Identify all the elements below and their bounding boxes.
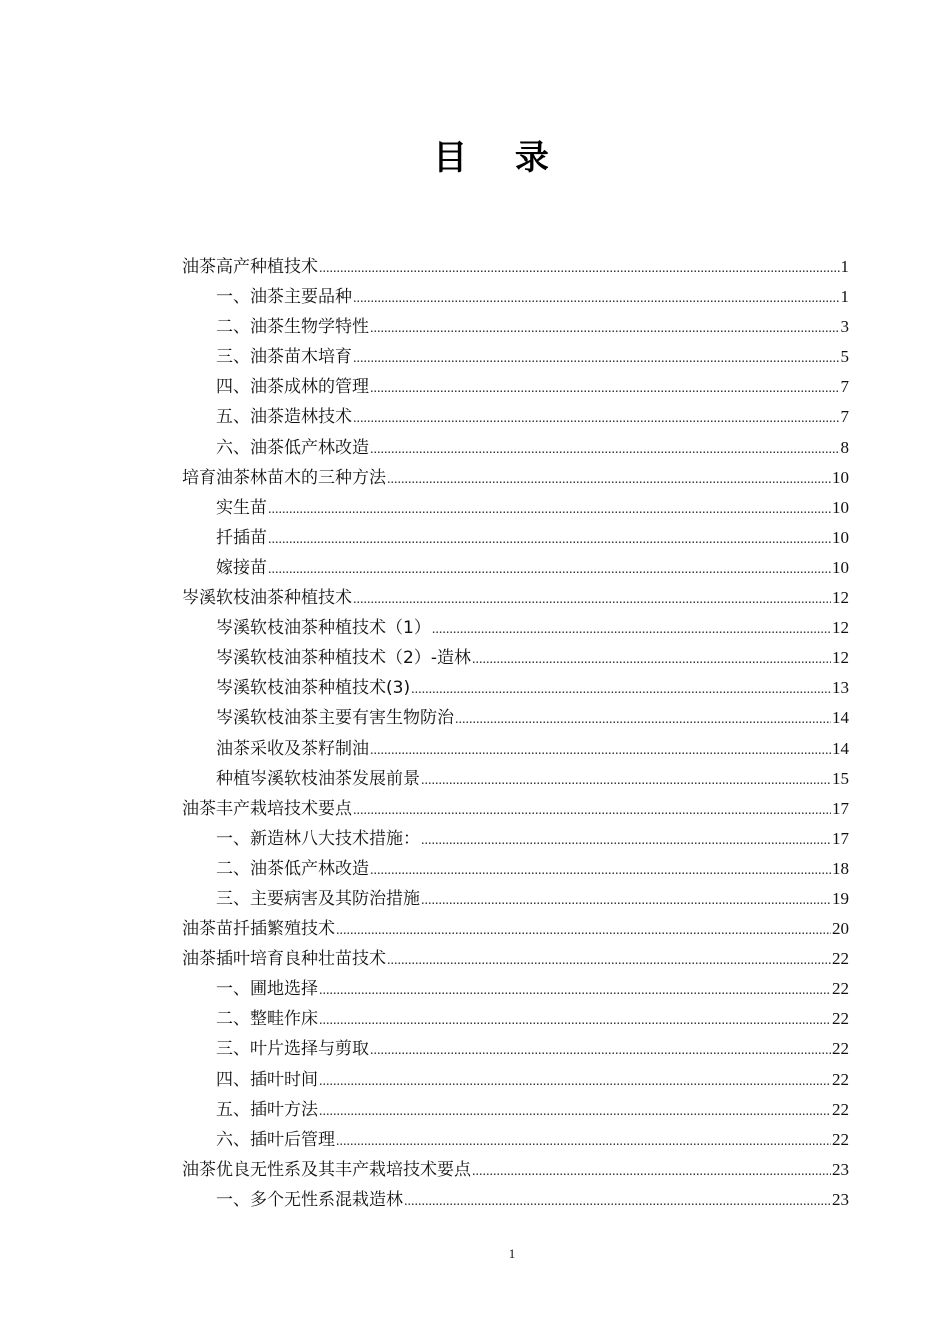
toc-section-entry[interactable] [182, 703, 849, 733]
dot-leader [370, 736, 831, 766]
toc-section-entry[interactable] [182, 643, 849, 673]
toc-section-entry[interactable] [182, 1004, 849, 1034]
dot-leader [421, 826, 831, 856]
dot-leader [455, 705, 831, 735]
toc-entry-page-number: 5 [840, 347, 849, 367]
toc-entry-title: 岑溪软枝油茶种植技术(3) [216, 678, 411, 699]
toc-entry-page-number: 8 [840, 437, 849, 457]
dot-leader [268, 525, 831, 555]
dot-leader [432, 615, 831, 645]
toc-entry-title: 六、插叶后管理 [216, 1129, 335, 1150]
page-number-footer: 1 [508, 1246, 516, 1261]
toc-section-entry[interactable] [182, 493, 849, 523]
dot-leader [370, 1036, 831, 1066]
toc-entry-page-number: 17 [832, 798, 849, 818]
toc-chapter-entry[interactable] [182, 1155, 849, 1185]
toc-entry-title: 三、叶片选择与剪取 [216, 1039, 369, 1060]
toc-entry-title: 油茶苗扦插繁殖技术 [182, 919, 335, 940]
toc-section-entry[interactable] [182, 854, 849, 884]
toc-entry-page-number: 10 [832, 467, 849, 487]
toc-entry-page-number: 19 [832, 888, 849, 908]
toc-entry-title: 岑溪软枝油茶主要有害生物防治 [216, 708, 454, 729]
dot-leader [353, 796, 831, 826]
dot-leader [353, 585, 831, 615]
toc-section-entry[interactable] [182, 553, 849, 583]
dot-leader [336, 1127, 831, 1157]
toc-entry-page-number: 22 [832, 979, 849, 999]
dot-leader [353, 284, 840, 314]
toc-section-entry[interactable] [182, 1034, 849, 1064]
dot-leader [387, 946, 831, 976]
toc-entry-title: 岑溪软枝油茶种植技术（2）-造林 [216, 648, 471, 669]
toc-entry-page-number: 7 [840, 377, 849, 397]
dot-leader [411, 675, 831, 705]
dot-leader [404, 1187, 831, 1217]
toc-entry-title: 一、多个无性系混栽造林 [216, 1189, 403, 1210]
toc-entry-title: 六、油茶低产林改造 [216, 437, 369, 458]
toc-entry-title: 种植岑溪软枝油茶发展前景 [216, 768, 420, 789]
toc-section-entry[interactable] [182, 523, 849, 553]
toc-section-entry[interactable] [182, 402, 849, 432]
dot-leader [472, 645, 831, 675]
toc-section-entry[interactable] [182, 342, 849, 372]
toc-entry-page-number: 12 [832, 648, 849, 668]
toc-chapter-entry[interactable] [182, 463, 849, 493]
toc-entry-page-number: 17 [832, 828, 849, 848]
toc-section-entry[interactable] [182, 734, 849, 764]
toc-entry-title: 一、新造林八大技术措施： [216, 828, 420, 849]
toc-entry-title: 岑溪软枝油茶种植技术 [182, 588, 352, 609]
toc-section-entry[interactable] [182, 1065, 849, 1095]
dot-leader [370, 856, 831, 886]
toc-chapter-entry[interactable] [182, 252, 849, 282]
dot-leader [421, 766, 831, 796]
toc-entry-title: 扦插苗 [216, 527, 267, 548]
dot-leader [421, 886, 831, 916]
toc-entry-title: 油茶丰产栽培技术要点 [182, 798, 352, 819]
dot-leader [268, 495, 831, 525]
dot-leader [319, 976, 831, 1006]
dot-leader [353, 344, 840, 374]
toc-entry-title: 二、整畦作床 [216, 1009, 318, 1030]
dot-leader [387, 465, 831, 495]
toc-section-entry[interactable] [182, 1095, 849, 1125]
toc-chapter-entry[interactable] [182, 914, 849, 944]
toc-entry-title: 四、油茶成林的管理 [216, 377, 369, 398]
toc-entry-title: 三、主要病害及其防治措施 [216, 888, 420, 909]
toc-section-entry[interactable] [182, 884, 849, 914]
toc-entry-page-number: 22 [832, 1009, 849, 1029]
toc-section-entry[interactable] [182, 1125, 849, 1155]
dot-leader [319, 254, 840, 284]
toc-entry-page-number: 1 [840, 287, 849, 307]
dot-leader [319, 1097, 831, 1127]
toc-section-entry[interactable] [182, 433, 849, 463]
toc-entry-page-number: 22 [832, 1129, 849, 1149]
toc-entry-title: 油茶采收及茶籽制油 [216, 738, 369, 759]
toc-section-entry[interactable] [182, 613, 849, 643]
toc-entry-page-number: 18 [832, 858, 849, 878]
toc-entry-page-number: 3 [840, 317, 849, 337]
dot-leader [336, 916, 831, 946]
toc-entry-title: 五、插叶方法 [216, 1099, 318, 1120]
toc-entry-page-number: 20 [832, 919, 849, 939]
toc-entry-page-number: 1 [840, 257, 849, 276]
table-of-contents [182, 252, 849, 1215]
toc-entry-page-number: 23 [832, 1189, 849, 1209]
dot-leader [472, 1157, 831, 1187]
toc-entry-title: 一、圃地选择 [216, 979, 318, 1000]
page-title: 目 录 [433, 138, 567, 178]
toc-entry-page-number: 10 [832, 497, 849, 517]
toc-entry-page-number: 10 [832, 527, 849, 547]
toc-entry-title: 一、油茶主要品种 [216, 287, 352, 308]
toc-entry-page-number: 23 [832, 1159, 849, 1179]
toc-section-entry[interactable] [182, 824, 849, 854]
toc-entry-title: 四、插叶时间 [216, 1069, 318, 1090]
toc-chapter-entry[interactable] [182, 944, 849, 974]
toc-entry-page-number: 15 [832, 768, 849, 788]
toc-entry-page-number: 22 [832, 1069, 849, 1089]
dot-leader [370, 374, 840, 404]
toc-section-entry[interactable] [182, 312, 849, 342]
toc-entry-page-number: 12 [832, 588, 849, 608]
toc-entry-title: 五、油茶造林技术 [216, 407, 352, 428]
dot-leader [319, 1067, 831, 1097]
toc-chapter-entry[interactable] [182, 583, 849, 613]
toc-entry-title: 实生苗 [216, 497, 267, 518]
toc-entry-title: 三、油茶苗木培育 [216, 347, 352, 368]
toc-entry-page-number: 10 [832, 557, 849, 577]
toc-entry-page-number: 14 [832, 708, 849, 728]
toc-entry-page-number: 22 [832, 1099, 849, 1119]
dot-leader [268, 555, 831, 585]
toc-entry-title: 油茶高产种植技术 [182, 257, 318, 277]
toc-entry-title: 岑溪软枝油茶种植技术（1） [216, 618, 431, 639]
toc-entry-title: 油茶插叶培育良种壮苗技术 [182, 949, 386, 970]
toc-entry-title: 嫁接苗 [216, 557, 267, 578]
dot-leader [370, 435, 840, 465]
toc-entry-page-number: 22 [832, 949, 849, 969]
toc-entry-page-number: 13 [832, 678, 849, 698]
toc-entry-title: 培育油茶林苗木的三种方法 [182, 467, 386, 488]
dot-leader [319, 1006, 831, 1036]
toc-entry-page-number: 14 [832, 738, 849, 758]
toc-entry-title: 二、油茶生物学特性 [216, 317, 369, 338]
dot-leader [370, 314, 840, 344]
toc-chapter-entry[interactable] [182, 794, 849, 824]
toc-section-entry[interactable] [182, 764, 849, 794]
toc-section-entry[interactable] [182, 1185, 849, 1215]
toc-entry-title: 油茶优良无性系及其丰产栽培技术要点 [182, 1159, 471, 1180]
toc-entry-page-number: 12 [832, 618, 849, 638]
dot-leader [353, 404, 840, 434]
toc-section-entry[interactable] [182, 372, 849, 402]
toc-section-entry[interactable] [182, 282, 849, 312]
toc-section-entry[interactable] [182, 673, 849, 703]
toc-entry-page-number: 7 [840, 407, 849, 427]
toc-entry-title: 二、油茶低产林改造 [216, 858, 369, 879]
toc-entry-page-number: 22 [832, 1039, 849, 1059]
toc-section-entry[interactable] [182, 974, 849, 1004]
